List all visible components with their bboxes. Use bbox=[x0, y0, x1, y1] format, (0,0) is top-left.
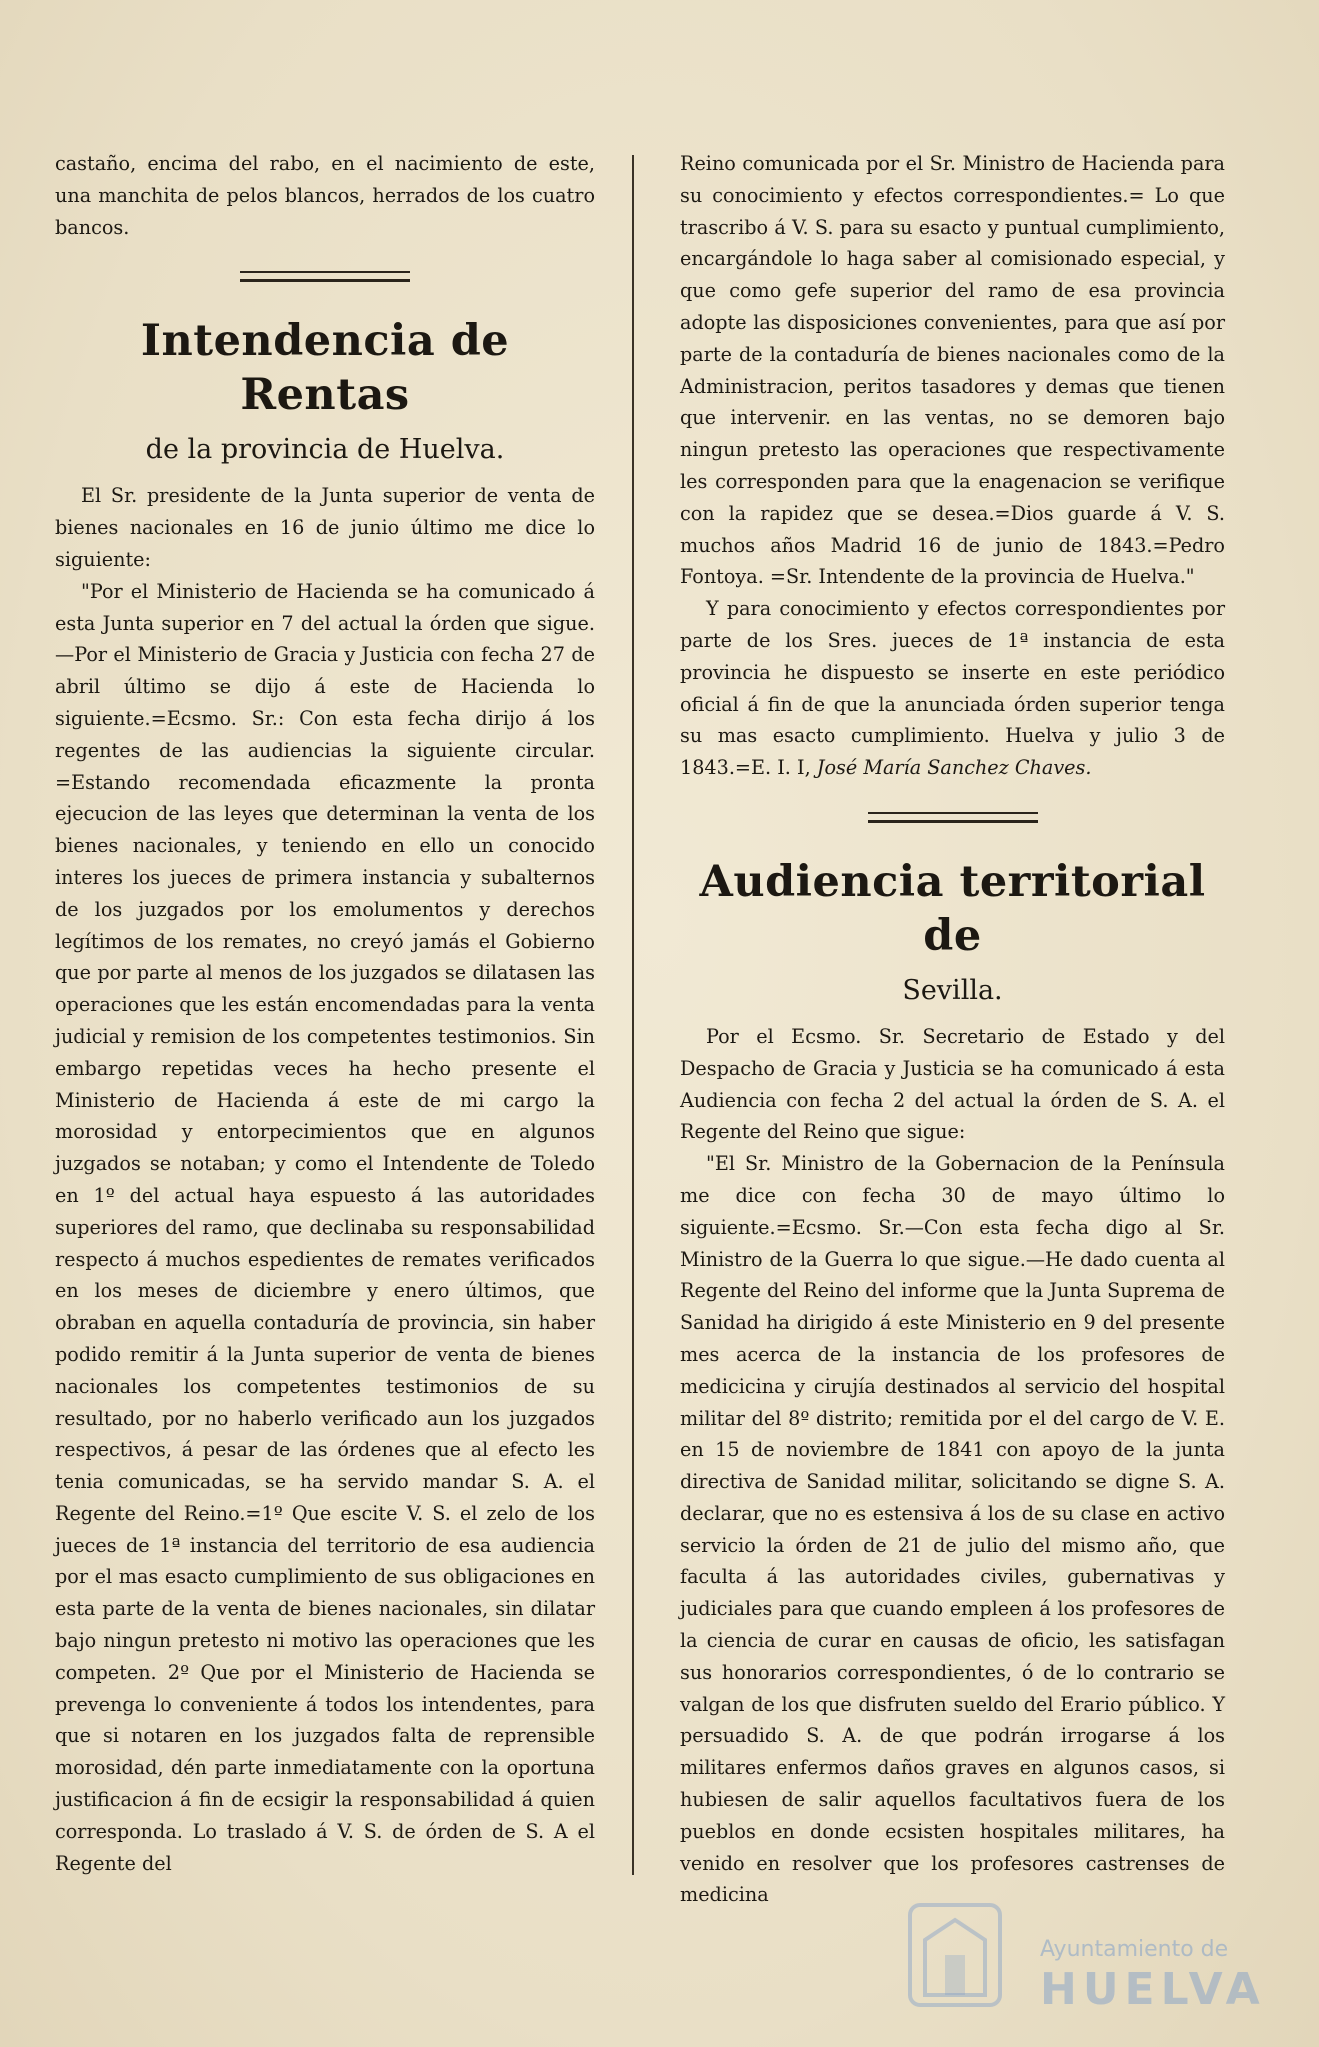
continued-text: castaño, encima del rabo, en el nacimiento de este, una manchita de pelos blancos, herrados de los cuatro bancos. bbox=[55, 152, 595, 239]
paragraph bbox=[680, 593, 1225, 784]
left-column bbox=[55, 148, 595, 1879]
paragraph: Reino comunicada por el Sr. Ministro de Hacienda para su conocimiento y efectos correspondientes.= Lo que trascribo á V. S. para su esacto y puntual cumplimiento, encargándole lo haga saber al comisionado especial, y que como gefe superior del ramo de esa provincia adopte las disposiciones convenientes, para que así por parte de la contaduría de bienes nacionales como de la Administracion, peritos tasadores y demas que tienen que intervenir. en las ventas, no se demoren bajo ningun pretesto las operaciones que respectivamente les corresponden para que la enagenacion se verifique con la rapidez que se desea.=Dios guarde á V. S. muchos años Madrid 16 de junio de 1843.=Pedro Fontoya. =Sr. Intendente de la provincia de Huelva." bbox=[680, 152, 1225, 589]
column-divider bbox=[632, 155, 634, 1875]
section-heading-audiencia: Audiencia territorial de bbox=[699, 856, 1206, 961]
section-subheading: Sevilla. bbox=[902, 974, 1003, 1006]
section-divider bbox=[868, 812, 1038, 823]
signature: José María Sanchez Chaves. bbox=[816, 756, 1092, 780]
paragraph: Por el Ecsmo. Sr. Secretario de Estado y del Despacho de Gracia y Justicia se ha comunicado á esta Audiencia con fecha 2 del actual la órden de S. A. el Regente del Reino que sigue: bbox=[680, 1024, 1225, 1144]
paragraph: "El Sr. Ministro de la Gobernacion de la Península me dice con fecha 30 de mayo último lo siguiente.=Ecsmo. Sr.—Con esta fecha digo al Sr. Ministro de la Guerra lo que sigue.—He dado cuenta al Regente del Reino del informe que la Junta Suprema de Sanidad ha dirigido á este Ministerio en 9 del presente mes acerca de la instancia de los profesores de medicicina y cirujía destinados al servicio del hospital militar del 8º distrito; remitida por el del cargo de V. E. en 15 de noviembre de 1841 con apoyo de la junta directiva de Sanidad militar, solicitando se digne S. A. declarar, que no es estensiva á los de su clase en activo servicio la órden de 21 de julio del mismo año, que faculta á las autoridades civiles, gubernativas y judiciales para que cuando empleen á los profesores de la ciencia de curar en causas de oficio, les satisfagan sus honorarios correspondientes, ó de lo contrario se valgan de los que disfruten sueldo del Erario público. Y persuadido S. A. de que podrán irrogarse á los militares enfermos daños graves en algunos casos, si hubiesen de salir aquellos facultativos fuera de los pueblos en donde ecsisten hospitales militares, ha venido en resolver que los profesores castrenses de medicina bbox=[680, 1152, 1225, 1907]
section-heading-intendencia: Intendencia de Rentas bbox=[140, 316, 510, 421]
section-divider bbox=[240, 271, 410, 282]
paragraph: El Sr. presidente de la Junta superior de venta de bienes nacionales en 16 de junio último me dice lo siguiente: bbox=[55, 484, 595, 571]
paragraph: "Por el Ministerio de Hacienda se ha comunicado á esta Junta superior en 7 del actual la órden que sigue.—Por el Ministerio de Gracia y Justicia con fecha 27 de abril último se dijo á este de Hacienda lo siguiente.=Ecsmo. Sr.: Con esta fecha dirijo á los regentes de las audiencias la siguiente circular. =Estando recomendada eficazmente la pronta ejecucion de las leyes que determinan la venta de los bienes nacionales, y teniendo en ello un conocido interes los jueces de primera instancia y subalternos de los juzgados por los emolumentos y derechos legítimos de los remates, no creyó jamás el Gobierno que por parte al menos de los juzgados se dilatasen las operaciones que les están encomendadas para la venta judicial y remision de los competentes testimonios. Sin embargo repetidas veces ha hecho presente el Ministerio de Hacienda á este de mi cargo la morosidad y entorpecimientos que en algunos juzgados se notaban; y como el Intendente de Toledo en 1º del actual haya espuesto á las autoridades superiores del ramo, que declinaba su responsabilidad respecto á muchos espedientes de remates verificados en los meses de diciembre y enero últimos, que obraban en aquella contaduría de provincia, sin haber podido remitir á la Junta superior de venta de bienes nacionales los competentes testimonios de su resultado, por no haberlo verificado aun los juzgados respectivos, á pesar de las órdenes que al efecto les tenia comunicadas, se ha servido mandar S. A. el Regente del Reino.=1º Que escite V. S. el zelo de los jueces de 1ª instancia del territorio de esa audiencia por el mas esacto cumplimiento de sus obligaciones en esta parte de la venta de bienes nacionales, sin dilatar bajo ningun pretesto ni motivo las operaciones que les competen. 2º Que por el Ministerio de Hacienda se prevenga lo conveniente á todos los intendentes, para que si notaren en los juzgados falta de reprensible morosidad, dén parte inmediatamente con la oportuna justificacion á fin de ecsigir la responsabilidad á quien corresponda. Lo traslado á V. S. de órden de S. A el Regente del bbox=[55, 579, 595, 1875]
right-column bbox=[680, 148, 1225, 1911]
watermark-line2: HUELVA bbox=[1040, 1964, 1266, 2015]
paragraph-text: Y para conocimiento y efectos correspondientes por parte de los Sres. jueces de 1ª instancia de esta provincia he dispuesto se inserte en este periódico oficial á fin de que la anunciada órden superior tenga su mas esacto cumplimiento. Huelva y julio 3 de 1843.=E. I. I, bbox=[680, 597, 1225, 780]
watermark-line1: Ayuntamiento de bbox=[1040, 1937, 1229, 1962]
section-subheading: de la provincia de Huelva. bbox=[145, 434, 505, 466]
